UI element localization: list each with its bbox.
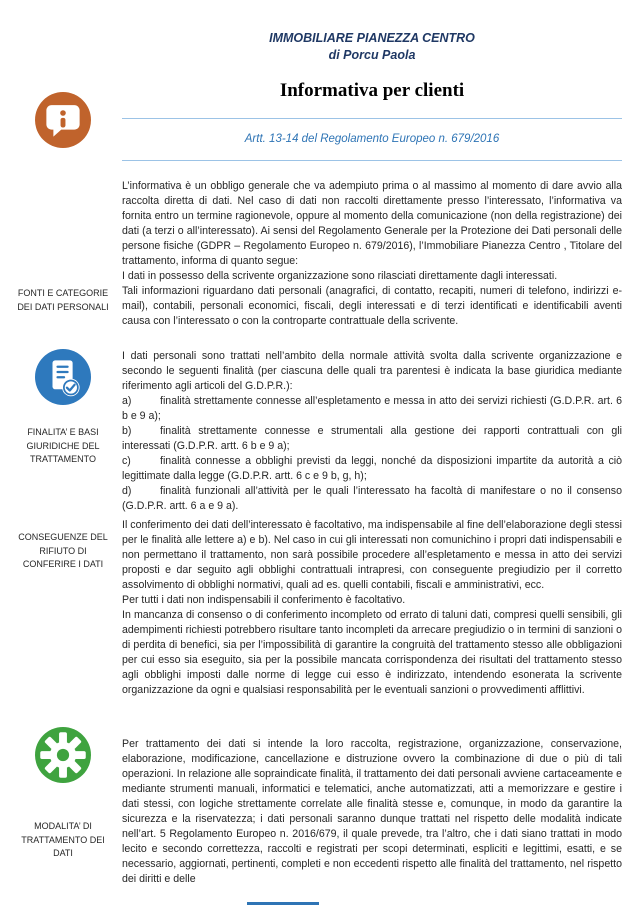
section-modalita (122, 737, 622, 887)
paragraph: In mancanza di consenso o di conferimento incompleto od errato di taluni dati, compresi quelli sensibili, gli adempimenti richiesti potrebbero risultare tanto incompleti da arrecare pregiudizio o in termini di sanzioni o di perdita di benefici, sia per l’impossibilità di garantire la congruità del trattamento stesso alle obbligazioni per cui esso sia eseguito, sia per la possibile mancata corrispondenza dei risultati del trattamento stesso agli obblighi imposti dalle norme di legge cui esso è indirizzato, intendendo esonerata la scrivente organizzazione da ogni e qualsiasi responsabilità per le eventuali sanzioni o provvedimenti afflittivi. (122, 609, 622, 696)
section-label-finalita: FINALITA’ E BASI GIURIDICHE DEL TRATTAMENTO (26, 427, 100, 464)
paragraph: I dati personali sono trattati nell’ambito della normale attività svolta dalla scrivente organizzazione e secondo le seguenti finalità (per ciascuna delle quali tra parentesi è indicata la base giuridica mediante riferimento agli articoli del G.D.P.R.): (122, 350, 622, 392)
section-label-modalita: MODALITA’ DI TRATTAMENTO DEI DATI (21, 821, 105, 858)
section-label-fonti: FONTI E CATEGORIE DEI DATI PERSONALI (17, 288, 109, 312)
paragraph: Per tutti i dati non indispensabili il conferimento è facoltativo. (122, 594, 406, 606)
paragraph: I dati in possesso della scrivente organizzazione sono rilasciati direttamente dagli interessati. (122, 270, 558, 282)
section-conseguenze (122, 518, 622, 698)
company-owner: di Porcu Paola (328, 48, 416, 62)
list-item-label: b) (122, 425, 132, 437)
paragraph: L’informativa è un obbligo generale che va adempiuto prima o al massimo al momento di dare avvio alla raccolta diretta di dati. Nel caso di dati non raccolti direttamente presso l’interessato, l’informativa va fornita entro un termine ragionevole, oppure al momento della comunicazione (non della registrazione) dei dati (a terzi o all’interessato). Ai sensi del Regolamento Generale per la Protezione dei Dati personali delle persone fisiche (GDPR – Regolamento Europeo n. 679/2016), l’Immobiliare Pianezza Centro , Titolare del trattamento, informa di quanto segue: (122, 180, 622, 267)
list-item (122, 424, 622, 454)
list-item-text: finalità funzionali all’attività per le quali l’interessato ha facoltà di manifestare o no il consenso (G.D.P.R. artt. 6 a e 9 a). (122, 485, 622, 512)
list-item (122, 394, 622, 424)
list-item-text: finalità connesse a obblighi previsti da leggi, nonché da disposizioni impartite da autorità a ciò legittimate dalla legge (G.D.P.R. artt. 6 c e 9 b, g, h); (122, 455, 622, 482)
info-speech-bubble-icon (35, 92, 91, 148)
document-header (122, 30, 622, 161)
gear-icon (35, 727, 91, 783)
section-label-conseguenze: CONSEGUENZE DEL RIFIUTO DI CONFERIRE I DATI (18, 532, 108, 569)
list-item-label: a) (122, 395, 132, 407)
paragraph: Il conferimento dei dati dell’interessato è facoltativo, ma indispensabile al fine dell’elaborazione degli stessi per le finalità alle lettere a) e b). Nel caso in cui gli interessati non comunichino i propri dati indispensabili e non permettano il trattamento, non sarà possibile procedere all’espletamento e messa in atto dei servizi proposti e dar seguito agli obblighi contrattuali intrapresi, con conseguente pregiudizio per il corretto assolvimento di obblighi normativi, quali ad es. quelli contabili, fiscali e amministrativi, ecc. (122, 519, 622, 591)
section-finalita (122, 349, 622, 514)
list-item (122, 484, 622, 514)
list-item (122, 454, 622, 484)
page-title: Informativa per clienti (279, 80, 465, 101)
page-bottom-rule (247, 902, 319, 905)
divider-line-bottom (122, 160, 622, 161)
section-fonti (122, 179, 622, 329)
company-name: IMMOBILIARE PIANEZZA CENTRO (269, 31, 475, 45)
list-item-label: c) (122, 455, 131, 467)
document-subtitle: Artt. 13-14 del Regolamento Europeo n. 679/2016 (244, 133, 500, 145)
paragraph: Tali informazioni riguardano dati personali (anagrafici, di contatto, recapiti, numeri di telefono, indirizzi e-mail), contabili, personali economici, fiscali, degli interessati e di terzi identificati e identificabili aventi causa con l’interessato o con la controparte contrattuale della scrivente. (122, 285, 622, 327)
document-check-icon (35, 349, 91, 405)
list-item-text: finalità strettamente connesse e strumentali alla gestione dei rapporti contrattuali con gli interessati (G.D.P.R. artt. 6 b e 9 a); (122, 425, 622, 452)
divider-line-top (122, 118, 622, 119)
list-item-label: d) (122, 485, 132, 497)
paragraph: Per trattamento dei dati si intende la loro raccolta, registrazione, organizzazione, conservazione, elaborazione, modificazione, cancellazione e distruzione ovvero la combinazione di due o più di tali operazioni. In relazione alle sopraindicate finalità, il trattamento dei dati personali avviene cartaceamente e mediante strumenti manuali, informatici e telematici, anche automatizzati, atti a memorizzare e gestire i dati stessi, con logiche strettamente correlate alle finalità stesse e, comunque, in modo da garantire la sicurezza e la riservatezza; i dati personali saranno dunque trattati nel rispetto delle modalità indicate nell’art. 5 Regolamento Europeo n. 2016/679, il quale prevede, tra l’altro, che i dati siano trattati in modo lecito e secondo correttezza, raccolti e registrati per scopi determinati, espliciti e legittimi, esatti, e se necessario, aggiornati, pertinenti, completi e non eccedenti rispetto alle finalità del trattamento, nel rispetto dei diritti e delle (122, 738, 622, 885)
list-item-text: finalità strettamente connesse all’espletamento e messa in atto dei servizi richiesti (G.D.P.R. art. 6 b e 9 a); (122, 395, 622, 422)
